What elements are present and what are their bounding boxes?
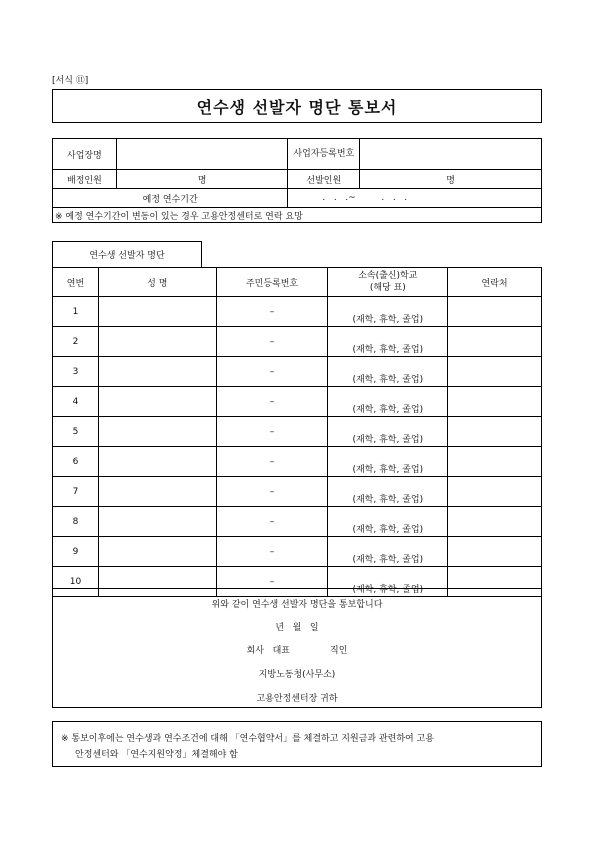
row-contact-field[interactable] — [448, 327, 542, 357]
row-name-field[interactable] — [98, 447, 216, 477]
row-no: 3 — [53, 357, 99, 387]
row-status-field[interactable]: (재학, 휴학, 졸업) — [328, 477, 448, 507]
header-school — [328, 268, 448, 297]
row-name-field[interactable] — [98, 417, 216, 447]
assigned-label: 배정인원 — [53, 170, 117, 189]
table-row — [53, 477, 542, 507]
row-contact-field[interactable] — [448, 297, 542, 327]
declaration-signer: 회사 대표 직인 — [246, 646, 348, 656]
row-no: 1 — [53, 297, 99, 327]
row-name-field[interactable] — [98, 537, 216, 567]
row-contact-field[interactable] — [448, 537, 542, 567]
period-note: ※ 예정 연수기간이 변동이 있는 경우 고용안정센터로 연락 요망 — [53, 208, 542, 223]
row-contact-field[interactable] — [448, 387, 542, 417]
row-no: 2 — [53, 327, 99, 357]
header-contact: 연락처 — [448, 268, 542, 297]
row-status-field[interactable]: (재학, 휴학, 졸업) — [328, 387, 448, 417]
selected-field[interactable] — [360, 170, 542, 189]
row-status-field[interactable]: (재학, 휴학, 졸업) — [328, 417, 448, 447]
row-name-field[interactable] — [98, 387, 216, 417]
header-name: 성 명 — [98, 268, 216, 297]
header-id: 주민등록번호 — [216, 268, 328, 297]
row-contact-field[interactable] — [448, 507, 542, 537]
row-id-field[interactable]: – — [216, 327, 328, 357]
row-id-field[interactable]: – — [216, 417, 328, 447]
table-row — [53, 507, 542, 537]
business-reg-label: 사업자등록번호 — [288, 139, 360, 170]
table-row — [53, 447, 542, 477]
selected-unit: 명 — [446, 175, 455, 186]
table-row — [53, 417, 542, 447]
row-no: 8 — [53, 507, 99, 537]
row-id-field[interactable]: – — [216, 507, 328, 537]
row-status-field[interactable]: (재학, 휴학, 졸업) — [328, 567, 448, 597]
header-school-line1: 소속(출신)학교 — [358, 271, 418, 281]
table-row — [53, 357, 542, 387]
row-id-field[interactable]: – — [216, 357, 328, 387]
period-field[interactable]: . . .~ . . . — [288, 189, 542, 208]
row-no: 7 — [53, 477, 99, 507]
assigned-field[interactable] — [116, 170, 288, 189]
row-contact-field[interactable] — [448, 477, 542, 507]
business-name-field[interactable] — [116, 139, 288, 170]
row-no: 4 — [53, 387, 99, 417]
business-name-label: 사업장명 — [53, 139, 117, 170]
row-id-field[interactable]: – — [216, 297, 328, 327]
declaration-box — [52, 588, 542, 708]
form-number: [서식 ⑪] — [52, 76, 89, 86]
row-no: 10 — [53, 567, 99, 597]
row-no: 9 — [53, 537, 99, 567]
declaration-office: 지방노동청(사무소) — [258, 670, 336, 680]
title-box — [52, 89, 542, 123]
row-status-field[interactable]: (재학, 휴학, 졸업) — [328, 447, 448, 477]
table-row — [53, 537, 542, 567]
table-row — [53, 327, 542, 357]
row-name-field[interactable] — [98, 357, 216, 387]
header-school-line2: (해당 표) — [369, 283, 406, 293]
row-no: 5 — [53, 417, 99, 447]
row-id-field[interactable]: – — [216, 537, 328, 567]
selectee-list-table — [52, 267, 542, 597]
row-contact-field[interactable] — [448, 447, 542, 477]
declaration-date: 년 월 일 — [275, 623, 319, 633]
selected-label: 선발인원 — [288, 170, 360, 189]
row-no: 6 — [53, 447, 99, 477]
table-row — [53, 297, 542, 327]
table-row — [53, 387, 542, 417]
document-title: 연수생 선발자 명단 통보서 — [196, 97, 398, 117]
footnote-line1: ※ 통보이후에는 연수생과 연수조건에 대해 「연수협약서」를 체결하고 지원금과 관련하여 고용 — [61, 734, 434, 744]
period-label: 예정 연수기간 — [53, 189, 288, 208]
row-contact-field[interactable] — [448, 417, 542, 447]
footnote-line2: 안정센터와 「연수지원약정」체결해야 함 — [75, 750, 238, 760]
business-info-table — [52, 138, 542, 223]
row-name-field[interactable] — [98, 507, 216, 537]
business-reg-field[interactable] — [360, 139, 542, 170]
row-id-field[interactable]: – — [216, 477, 328, 507]
row-status-field[interactable]: (재학, 휴학, 졸업) — [328, 327, 448, 357]
row-status-field[interactable]: (재학, 휴학, 졸업) — [328, 297, 448, 327]
row-contact-field[interactable] — [448, 357, 542, 387]
row-id-field[interactable]: – — [216, 447, 328, 477]
row-status-field[interactable]: (재학, 휴학, 졸업) — [328, 357, 448, 387]
footnote-box — [52, 721, 542, 767]
row-name-field[interactable] — [98, 477, 216, 507]
row-name-field[interactable] — [98, 327, 216, 357]
row-id-field[interactable]: – — [216, 567, 328, 597]
header-no: 연번 — [53, 268, 99, 297]
row-status-field[interactable]: (재학, 휴학, 졸업) — [328, 537, 448, 567]
row-name-field[interactable] — [98, 297, 216, 327]
row-id-field[interactable]: – — [216, 387, 328, 417]
declaration-statement: 위와 같이 연수생 선발자 명단을 통보합니다 — [211, 600, 383, 610]
row-status-field[interactable]: (재학, 휴학, 졸업) — [328, 507, 448, 537]
list-title: 연수생 선발자 명단 — [52, 241, 202, 267]
declaration-addressee: 고용안정센터장 귀하 — [256, 694, 338, 704]
assigned-unit: 명 — [197, 175, 207, 186]
